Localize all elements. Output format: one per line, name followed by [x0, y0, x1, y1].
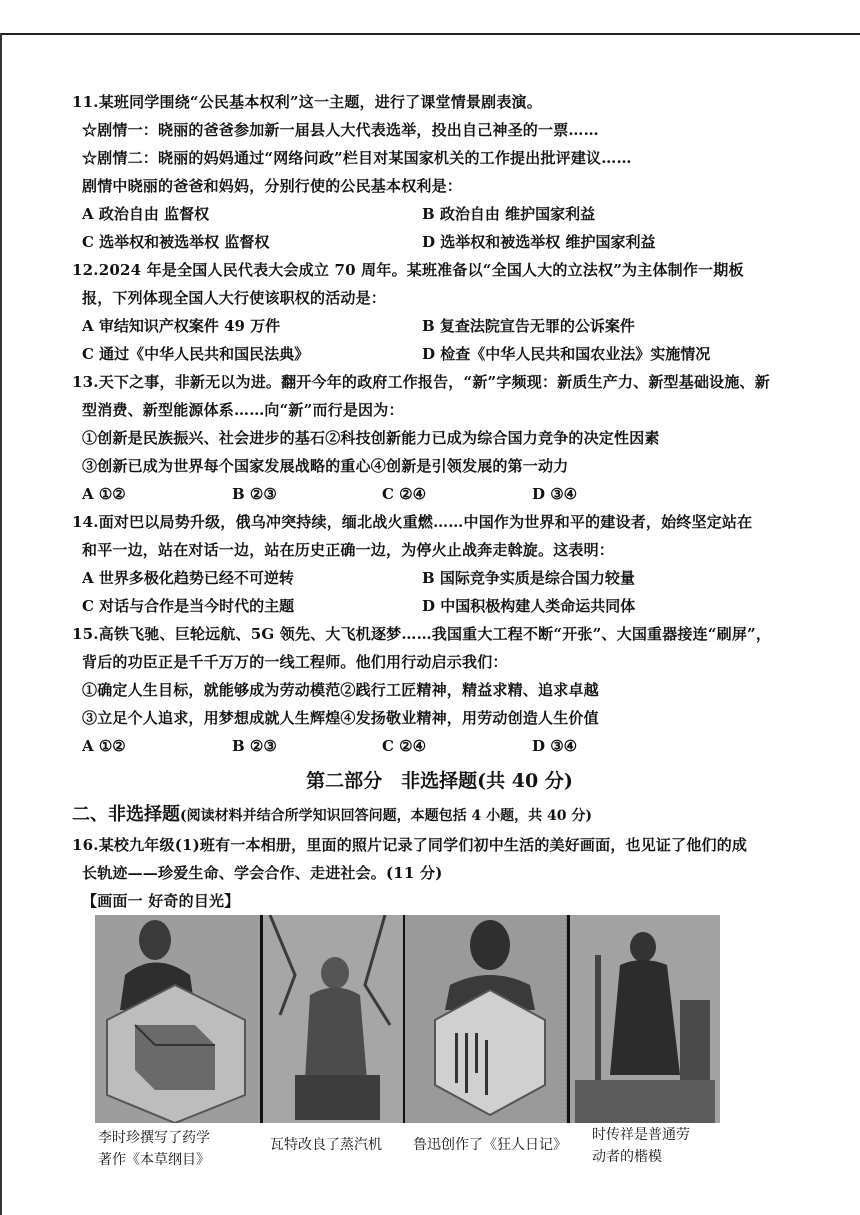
- q13-option-a: A ①②: [82, 485, 126, 503]
- q15-option-a: A ①②: [82, 737, 126, 755]
- page-left-border: [0, 33, 2, 1215]
- q11-option-b: B 政治自由 维护国家利益: [422, 205, 596, 223]
- q15-option-d: D ③④: [532, 737, 578, 755]
- q15-statements-2: ③立足个人追求，用梦想成就人生辉煌④发扬敬业精神，用劳动创造人生价值: [82, 709, 599, 727]
- q11-scene-2: ☆剧情二：晓丽的妈妈通过“网络问政”栏目对某国家机关的工作提出批评建议……: [82, 149, 632, 167]
- photo-watt-statue: [263, 915, 403, 1123]
- q13-options: [72, 480, 807, 508]
- q14-options-row-1: [72, 564, 807, 592]
- q12-stem-1: 12.2024 年是全国人民代表大会成立 70 周年。某班准备以“全国人大的立法权”为主体制作一期板: [72, 261, 744, 279]
- question-16: [72, 831, 807, 915]
- q14-option-d: D 中国积极构建人类命运共同体: [422, 597, 636, 615]
- q11-option-c: C 选举权和被选举权 监督权: [82, 233, 270, 251]
- q14-options-row-2: [72, 592, 807, 620]
- q11-stem: 11.某班同学围绕“公民基本权利”这一主题，进行了课堂情景剧表演。: [72, 93, 542, 111]
- exam-page: [72, 88, 807, 915]
- photo-li-shizhen: [95, 915, 260, 1123]
- q14-option-a: A 世界多极化趋势已经不可逆转: [82, 569, 294, 587]
- caption-shi-chuanxiang-line-1: 时传祥是普通劳: [592, 1127, 690, 1143]
- photo-collage-drawing: [95, 915, 720, 1123]
- q14-stem-2: 和平一边，站在对话一边，站在历史正确一边，为停火止战奔走斡旋。这表明：: [82, 541, 615, 559]
- photo-lu-xun: [405, 915, 565, 1123]
- question-12: [72, 256, 807, 368]
- q15-stem-2: 背后的功臣正是千千万万的一线工程师。他们用行动启示我们：: [82, 653, 508, 671]
- q12-stem-2: 报，下列体现全国人大行使该职权的活动是：: [82, 289, 387, 307]
- photo-collage: [95, 915, 720, 1123]
- section-two-heading: [72, 800, 807, 831]
- question-14: [72, 508, 807, 620]
- q13-option-b: B ②③: [232, 485, 277, 503]
- q12-option-d: D 检查《中华人民共和国农业法》实施情况: [422, 345, 711, 363]
- q13-statements-1: ①创新是民族振兴、社会进步的基石②科技创新能力已成为综合国力竞争的决定性因素: [82, 429, 660, 447]
- caption-lu-xun: 鲁迅创作了《狂人日记》: [413, 1137, 567, 1153]
- q12-options-row-2: [72, 340, 807, 368]
- q15-options: [72, 732, 807, 760]
- q15-option-c: C ②④: [382, 737, 427, 755]
- q13-option-c: C ②④: [382, 485, 427, 503]
- caption-li-shizhen-line-2: 著作《本草纲目》: [98, 1152, 210, 1168]
- q11-options-row-1: [72, 200, 807, 228]
- q16-stem-2: 长轨迹——珍爱生命、学会合作、走进社会。(11 分): [82, 864, 443, 882]
- q12-option-a: A 审结知识产权案件 49 万件: [82, 317, 281, 335]
- q14-option-c: C 对话与合作是当今时代的主题: [82, 597, 295, 615]
- section-two-title: 二、非选择题: [72, 804, 180, 825]
- q15-option-b: B ②③: [232, 737, 277, 755]
- q11-scene-1: ☆剧情一：晓丽的爸爸参加新一届县人大代表选举，投出自己神圣的一票……: [82, 121, 599, 139]
- q15-statements-1: ①确定人生目标，就能够成为劳动模范②践行工匠精神，精益求精、追求卓越: [82, 681, 599, 699]
- part-two-heading: 第二部分 非选择题(共 40 分): [306, 770, 573, 792]
- q12-option-b: B 复查法院宣告无罪的公诉案件: [422, 317, 635, 335]
- q11-option-a: A 政治自由 监督权: [82, 205, 210, 223]
- photo-shi-chuanxiang: [570, 915, 720, 1123]
- q15-stem-1: 15.高铁飞驰、巨轮远航、5G 领先、大飞机逐梦……我国重大工程不断“开张”、大国重器接连“刷屏”，: [72, 625, 772, 643]
- q12-options-row-1: [72, 312, 807, 340]
- q14-stem-1: 14.面对巴以局势升级，俄乌冲突持续，缅北战火重燃……中国作为世界和平的建设者，始终坚定站在: [72, 513, 753, 531]
- page-top-border: [0, 33, 860, 35]
- caption-shi-chuanxiang-line-2: 动者的楷模: [592, 1149, 662, 1165]
- q13-stem-1: 13.天下之事，非新无以为进。翻开今年的政府工作报告，“新”字频现：新质生产力、新型基础设施、新: [72, 373, 770, 391]
- q13-statements-2: ③创新已成为世界每个国家发展战略的重心④创新是引领发展的第一动力: [82, 457, 569, 475]
- section-two-note: (阅读材料并结合所学知识回答问题，本题包括 4 小题，共 40 分): [180, 808, 592, 824]
- q14-option-b: B 国际竞争实质是综合国力较量: [422, 569, 635, 587]
- q16-scene-title: 【画面一 好奇的目光】: [82, 892, 240, 910]
- question-11: [72, 88, 807, 256]
- question-15: [72, 620, 807, 760]
- q13-option-d: D ③④: [532, 485, 578, 503]
- caption-li-shizhen-line-1: 李时珍撰写了药学: [98, 1130, 210, 1146]
- caption-watt: 瓦特改良了蒸汽机: [270, 1137, 382, 1153]
- question-13: [72, 368, 807, 508]
- q11-options-row-2: [72, 228, 807, 256]
- q13-stem-2: 型消费、新型能源体系……向“新”而行是因为：: [82, 401, 404, 419]
- q12-option-c: C 通过《中华人民共和国民法典》: [82, 345, 310, 363]
- q11-ask: 剧情中晓丽的爸爸和妈妈，分别行使的公民基本权利是：: [82, 177, 463, 195]
- q16-stem-1: 16.某校九年级(1)班有一本相册，里面的照片记录了同学们初中生活的美好画面，也见证了他们的成: [72, 836, 748, 854]
- q11-option-d: D 选举权和被选举权 维护国家利益: [422, 233, 656, 251]
